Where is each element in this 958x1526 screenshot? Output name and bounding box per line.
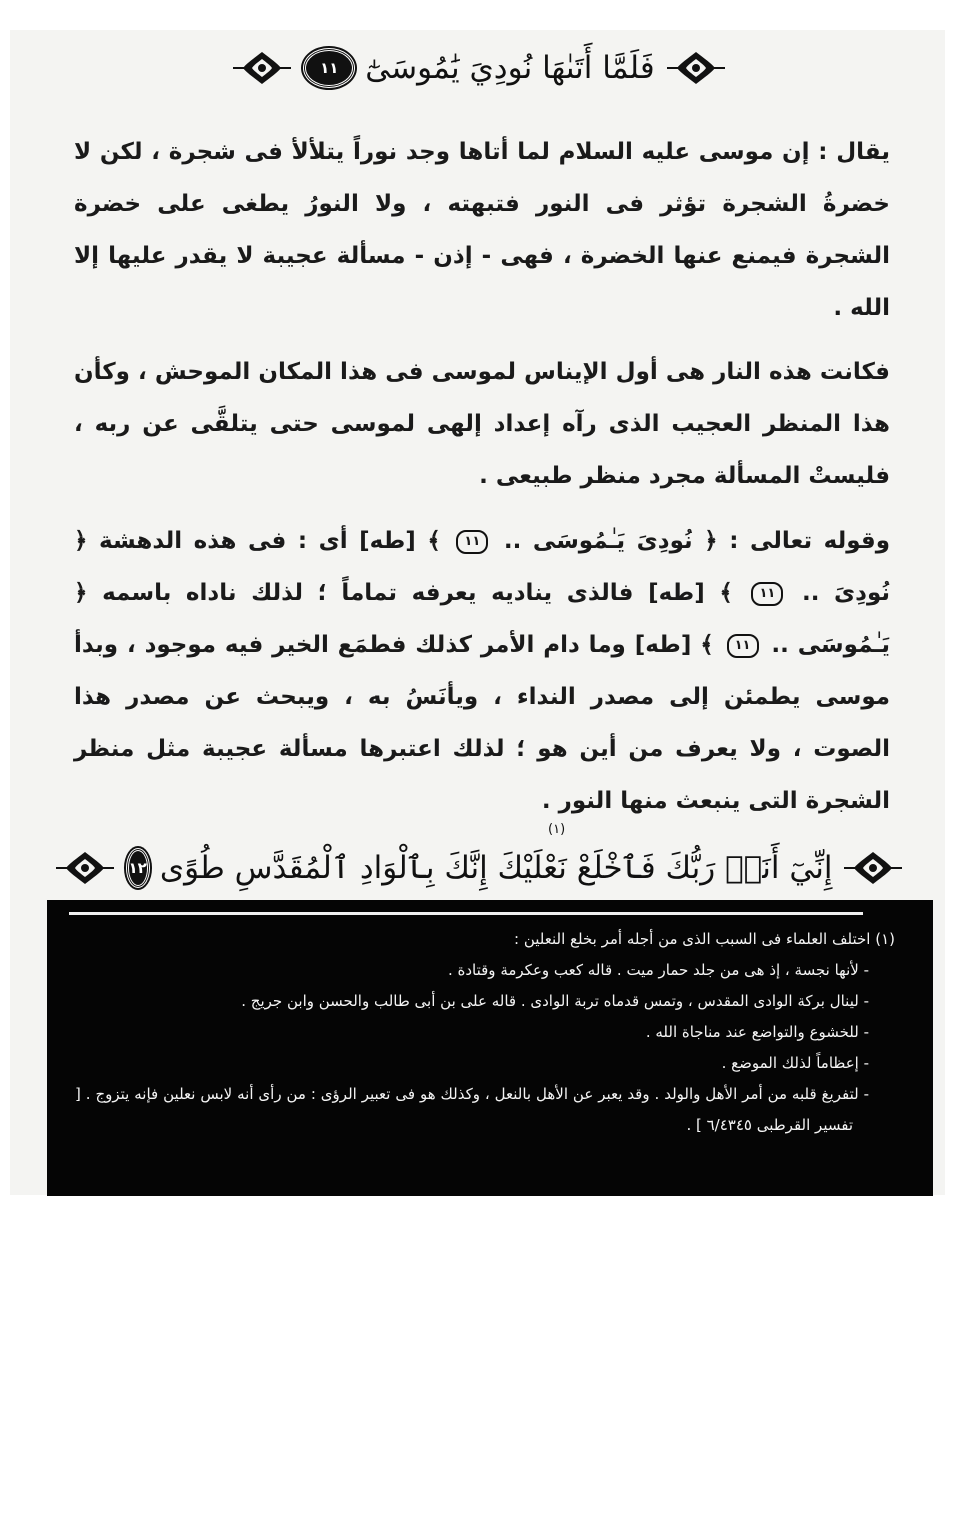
ayah-inline-1: ١١: [456, 530, 488, 554]
quote-3-close: ﴾: [700, 632, 723, 658]
footnote-divider: [69, 912, 863, 915]
ayah-inline-2: ١١: [751, 582, 783, 606]
paragraph-3-intro: وقوله تعالى :: [729, 528, 891, 554]
footnote-intro: (١) اختلف العلماء فى السبب الذى من أجله أمر بخلع النعلين :: [514, 930, 895, 948]
footnote-item: - لينال بركة الوادى المقدس ، وتمس قدماه تربة الوادى . قاله على بن أبى طالب والحسن وابن جريج .: [241, 992, 869, 1010]
paragraph-1: يقال : إن موسى عليه السلام لما أتاها وجد نوراً يتلألأ فى شجرة ، لكن لا خضرةُ الشجرة تؤثر فى النور فتبهته ، ولا النورُ يطغى على خضرة الشجرة فيمنع عنها الخضرة ، فهى - إذن - مسألة عجيبة لا يقدر عليها إلا الله .: [74, 139, 890, 321]
quote-1-text: ﴿ نُودِىَ يَـٰمُوسَى ..: [492, 528, 718, 554]
ornament-right-icon: [842, 849, 904, 887]
ornament-right-icon: [665, 49, 727, 87]
quote-2-text: ﴿ نُودِىَ ..: [74, 528, 890, 606]
footnote-reference: (١): [548, 822, 566, 837]
quote-1-close: ﴾: [427, 528, 453, 554]
ayah-inline-3: ١١: [727, 634, 759, 658]
ornament-left-icon: [54, 849, 116, 887]
footnote-item: - لتفريغ قلبه من أمر الأهل والولد . وقد يعبر عن الأهل بالنعل ، وكذلك هو فى تعبير الرؤى : من رأى أنه لابس نعلين فإنه يتزوج . [ تفسير القرطبى ٦/٤٣٤٥ ] .: [75, 1085, 869, 1134]
quote-3-text: ﴿ يَـٰمُوسَى ..: [74, 580, 890, 658]
footnote-item: - إعظاماً لذلك الموضع .: [721, 1054, 869, 1072]
footnote-item: - للخشوع والتواضع عند مناجاة الله .: [645, 1023, 869, 1041]
quote-1: [427, 528, 717, 554]
paragraph-3-part-4: [طه] وما دام الأمر كذلك فطمَع الخير فيه موجود ، وبدأ موسى يطمئن إلى مصدر النداء ، ويأنَسُ به ، ويبحث عن مصدر هذا الصوت ، ولا يعرف من أين هو ؛ لذلك اعتبرها مسألة عجيبة مثل منظر الشجرة التى ينبعث منها النور .: [74, 632, 890, 814]
verse-header-bottom: [60, 838, 898, 898]
ayah-number-bottom: ١٢: [126, 848, 150, 888]
quote-2-close: ﴾: [719, 580, 748, 606]
ornament-left-icon: [231, 49, 293, 87]
footnote-item: - لأنها نجسة ، إذ هى من جلد حمار ميت . قاله كعب وعكرمة وقتادة .: [447, 961, 869, 979]
paragraph-2: فكانت هذه النار هى أول الإيناس لموسى فى هذا المكان الموحش ، وكأن هذا المنظر العجيب الذى رآه إعداد إلهى لموسى حتى يتلقَّى عن ربه ، فليستْ المسألة مجرد منظر طبيعى .: [74, 359, 890, 489]
footnote-box: [47, 900, 933, 1196]
verse-header-top: [60, 38, 898, 98]
paragraph-3-part-3: [طه] فالذى يناديه يعرفه تماماً ؛ لذلك ناداه باسمه: [87, 580, 720, 606]
footnote-list: [75, 924, 895, 1141]
ayah-number-top: ١١: [303, 48, 355, 88]
paragraph-3: [74, 515, 890, 827]
verse-text-top: فَلَمَّا أَتَىٰهَا نُودِيَ يَٰمُوسَىٰٓ: [365, 50, 655, 86]
paragraph-3-part-2: [طه] أى : فى هذه الدهشة: [87, 528, 428, 554]
verse-text-bottom: إِنِّيٓ أَنَا۠ رَبُّكَ فَٱخْلَعْ نَعْلَيْكَ إِنَّكَ بِٱلْوَادِ ٱلْمُقَدَّسِ طُوًى: [159, 850, 833, 886]
